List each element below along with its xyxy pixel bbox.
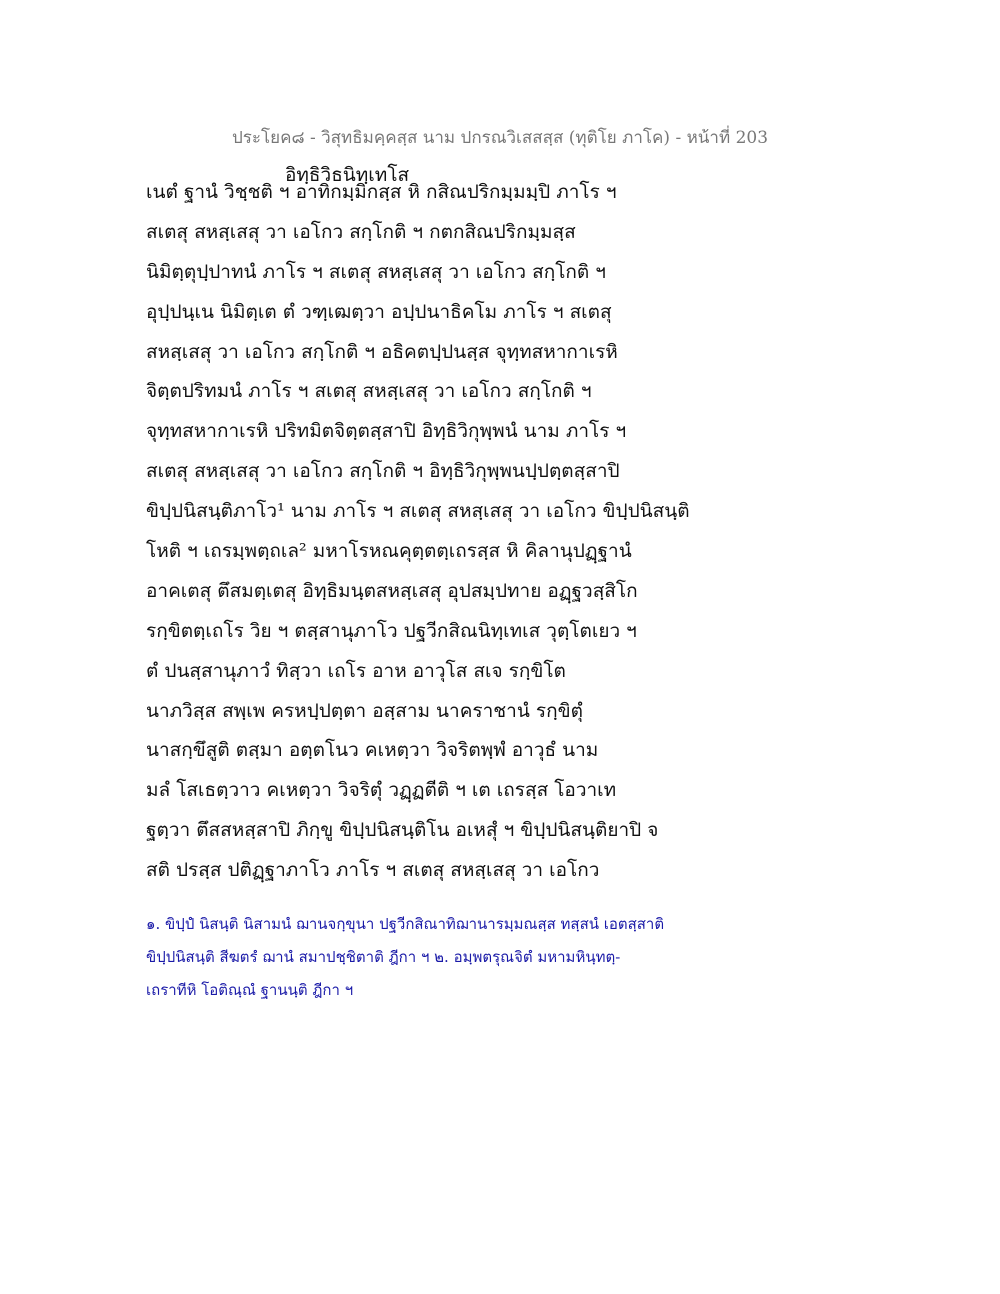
body-line: ตํ ปนสฺสานุภาวํ ทิสฺวา เถโร อาห อาวุโส สเจ รกฺขิโต xyxy=(146,659,566,682)
body-text xyxy=(146,173,846,891)
page-header: ประโยค๘ - วิสุทธิมคฺคสฺส นาม ปกรณวิเสสสฺส (ทุติโย ภาโค) - หน้าที่ 203 xyxy=(231,128,769,148)
body-line: สหสฺเสสุ วา เอโกว สกฺโกติ ฯ อธิคตปฺปนสฺส จุทฺทสหากาเรหิ xyxy=(146,340,618,363)
body-line: นิมิตฺตุปฺปาทนํ ภาโร ฯ สเตสุ สหสฺเสสุ วา เอโกว สกฺโกติ ฯ xyxy=(146,260,606,283)
body-line: เนตํ ฐานํ วิชฺชติ ฯ อาทิกมฺมิกสฺส หิ กสิณปริกมฺมมฺปิ ภาโร ฯ xyxy=(146,181,617,203)
body-line: อุปฺปนฺเน นิมิตฺเต ตํ วฑฺเฒตฺวา อปฺปนาธิคโม ภาโร ฯ สเตสุ xyxy=(146,300,612,323)
body-line: อาคเตสุ ตึสมตฺเตสุ อิทฺธิมนฺตสหสฺเสสุ อุปสมฺปทาย อฏฺฐวสฺสิโก xyxy=(146,579,638,602)
body-line: ขิปฺปนิสนฺติภาโว¹ นาม ภาโร ฯ สเตสุ สหสฺเสสุ วา เอโกว ขิปฺปนิสนฺติ xyxy=(146,500,690,523)
section-title: อิทฺธิวิธนิทฺเทโส xyxy=(285,164,410,186)
footnote-line: ขิปฺปนิสนฺติ สีฆตรํ ฌานํ สมาปชฺชิตาติ ฎีกา ฯ ๒. อมฺพตรุณจิตํ มหามหินฺทตฺ- xyxy=(146,948,621,966)
footnote-line: เถราทีหิ โอติณฺณํ ฐานนฺติ ฎีกา ฯ xyxy=(146,981,354,999)
footnote-line: ๑. ขิปฺปํ นิสนฺติ นิสามนํ ฌานจกฺขุนา ปฐวีกสิณาทิฌานารมฺมณสฺส ทสฺสนํ เอตสฺสาติ xyxy=(146,915,665,933)
body-line: รกฺขิตตฺเถโร วิย ฯ ตสฺสานุภาโว ปฐวีกสิณนิทฺเทเส วุตฺโตเยว ฯ xyxy=(146,619,637,642)
body-line: สเตสุ สหสฺเสสุ วา เอโกว สกฺโกติ ฯ อิทฺธิวิกุพฺพนปฺปตฺตสฺสาปิ xyxy=(146,460,620,483)
footnotes xyxy=(146,908,866,1007)
body-line: จุทฺทสหากาเรหิ ปริทมิตจิตฺตสฺสาปิ อิทฺธิวิกุพฺพนํ นาม ภาโร ฯ xyxy=(146,420,627,443)
body-line: สเตสุ สหสฺเสสุ วา เอโกว สกฺโกติ ฯ กตกสิณปริกมฺมสฺส xyxy=(146,220,576,243)
body-line: นาภวิสฺส สพฺเพ ครหปฺปตฺตา อสฺสาม นาคราชานํ รกฺขิตุํ xyxy=(146,699,583,722)
body-line: ฐตฺวา ตึสสหสฺสาปิ ภิกฺขู ขิปฺปนิสนฺติโน อเหสุํ ฯ ขิปฺปนิสนฺติยาปิ จ xyxy=(146,819,659,842)
body-line: โหติ ฯ เถรมฺพตฺถเล² มหาโรหณคุตฺตตฺเถรสฺส หิ คิลานุปฏฺฐานํ xyxy=(146,540,632,563)
body-line: มลํ โสเธตฺวาว คเหตฺวา วิจริตุํ วฏฺฏตีติ ฯ เต เถรสฺส โอวาเท xyxy=(146,779,617,802)
body-line: สติ ปรสฺส ปติฏฺฐาภาโว ภาโร ฯ สเตสุ สหสฺเสสุ วา เอโกว xyxy=(146,859,600,882)
body-line: จิตฺตปริทมนํ ภาโร ฯ สเตสุ สหสฺเสสุ วา เอโกว สกฺโกติ ฯ xyxy=(146,380,592,403)
body-line: นาสกฺขึสูติ ตสฺมา อตฺตโนว คเหตฺวา วิจริตพฺพํ อาวุธํ นาม xyxy=(146,739,599,762)
